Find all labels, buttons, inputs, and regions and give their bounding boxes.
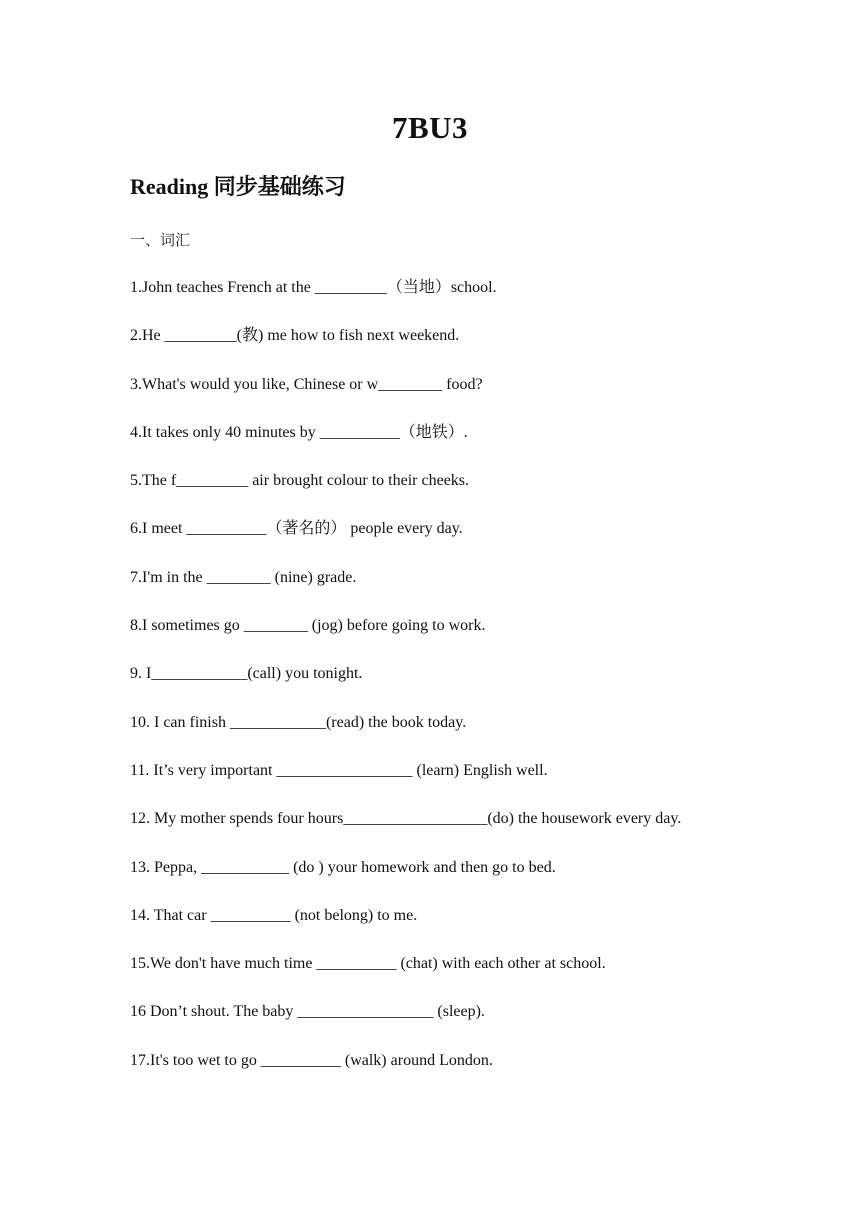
question-item: 14. That car __________ (not belong) to me. (130, 906, 418, 924)
question-item: 4.It takes only 40 minutes by __________（地铁）. (130, 423, 468, 441)
question-item: 5.The f_________ air brought colour to their cheeks. (130, 472, 470, 490)
section-heading: 一、词汇 (130, 231, 191, 249)
question-item: 10. I can finish ____________(read) the book today. (130, 713, 467, 731)
question-item: 17.It's too wet to go __________ (walk) around London. (130, 1051, 493, 1069)
question-item: 16 Don’t shout. The baby _________________ (sleep). (130, 1003, 485, 1021)
question-item: 8.I sometimes go ________ (jog) before going to work. (130, 617, 486, 635)
question-item: 7.I'm in the ________ (nine) grade. (130, 568, 357, 586)
question-item: 2.He _________(教) me how to fish next weekend. (130, 327, 460, 345)
question-item: 1.John teaches French at the _________（当地）school. (130, 279, 497, 296)
question-list (130, 276, 790, 1097)
question-item: 13. Peppa, ___________ (do ) your homework and then go to bed. (130, 858, 556, 876)
document-subtitle: Reading 同步基础练习 (130, 174, 346, 199)
document-title: 7BU3 (391, 110, 469, 145)
question-item: 11. It’s very important _________________ (learn) English well. (130, 761, 548, 779)
question-item: 15.We don't have much time __________ (chat) with each other at school. (130, 955, 606, 973)
question-item: 9. I____________(call) you tonight. (130, 665, 363, 683)
question-item: 3.What's would you like, Chinese or w________ food? (130, 375, 483, 393)
question-item: 6.I meet __________（著名的） people every day. (130, 520, 463, 538)
question-item: 12. My mother spends four hours__________________(do) the housework every day. (130, 810, 682, 828)
